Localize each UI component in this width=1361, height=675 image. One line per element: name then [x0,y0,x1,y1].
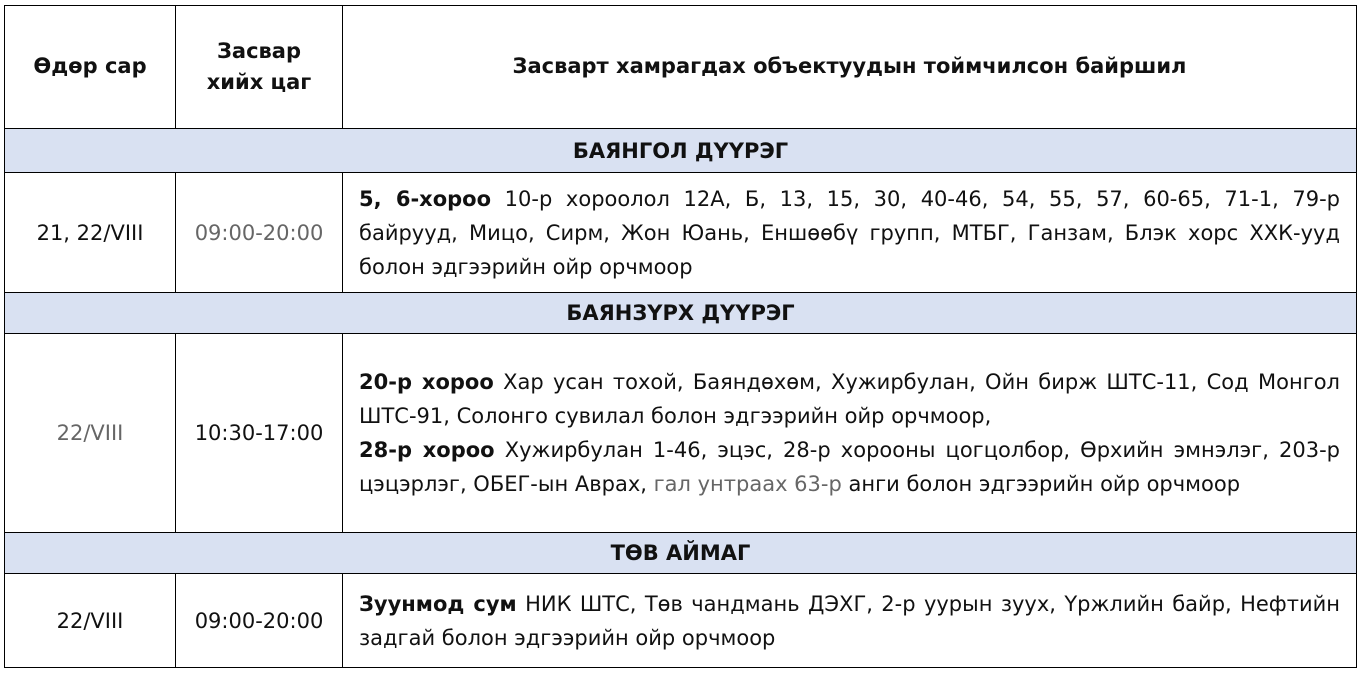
header-description: Засварт хамрагдах объектуудын тоймчилсон байршил [343,6,1357,129]
entry-district: 20-р хороо [359,370,494,394]
entry-text-gray: гал унтраах 63-р [653,472,842,496]
table-row [5,334,1357,533]
description-cell [343,173,1357,293]
entry [359,365,1340,433]
outage-schedule-table [4,5,1357,668]
entry-text: 10-р хороолол 12А, Б, 13, 15, 30, 40-46, 54, 55, 57, 60-65, 71-1, 79-р байрууд, Мицо, Сирм, Жон Юань, Еншөөбү групп, МТБГ, Ганзам, Блэк хорс ХХК-ууд болон эдгээрийн ойр орчмоор [359,186,1340,279]
entry [359,182,1340,284]
section-title: БАЯНГОЛ ДҮҮРЭГ [5,129,1357,173]
section-title: БАЯНЗҮРХ ДҮҮРЭГ [5,293,1357,334]
entry-district: Зуунмод сум [359,591,517,616]
header-date: Өдөр сар [5,6,176,129]
entry-text: Хар усан тохой, Баяндөхөм, Хужирбулан, Ойн бирж ШТС-11, Сод Монгол ШТС-91, Солонго сувилал болон эдгээрийн ойр орчмоор, [359,370,1340,428]
entry-district: 5, 6-хороо [359,186,492,211]
table-row [5,173,1357,293]
time-cell: 10:30-17:00 [176,334,343,533]
date-cell: 22/VIII [5,574,176,668]
description-cell [343,574,1357,668]
header-time-line1: Засвар [216,38,302,63]
entry-district: 28-р хороо [359,438,495,462]
table-header-row [5,6,1357,129]
date-cell: 22/VIII [5,334,176,533]
entry [359,587,1340,655]
entry-text-tail: анги болон эдгээрийн ойр орчмоор [841,472,1241,496]
description-cell [343,334,1357,533]
section-row [5,293,1357,334]
entry [359,433,1340,501]
header-time [176,6,343,129]
header-time-line2: хийх цаг [206,70,312,94]
section-title: ТӨВ АЙМАГ [5,533,1357,574]
time-cell: 09:00-20:00 [176,574,343,668]
entry-text: Хужирбулан 1-46, эцэс, 28-р хорооны цогцолбор, Өрхийн эмнэлэг, 203-р цэцэрлэг, ОБЕГ-ын Аврах, [359,438,1340,496]
section-row [5,129,1357,173]
table-row [5,574,1357,668]
entry-text: НИК ШТС, Төв чандмань ДЭХГ, 2-р уурын зуух, Үржлийн байр, Нефтийн задгай болон эдгээрийн ойр орчмоор [359,591,1340,650]
time-cell: 09:00-20:00 [176,173,343,293]
section-row [5,533,1357,574]
date-cell: 21, 22/VIII [5,173,176,293]
